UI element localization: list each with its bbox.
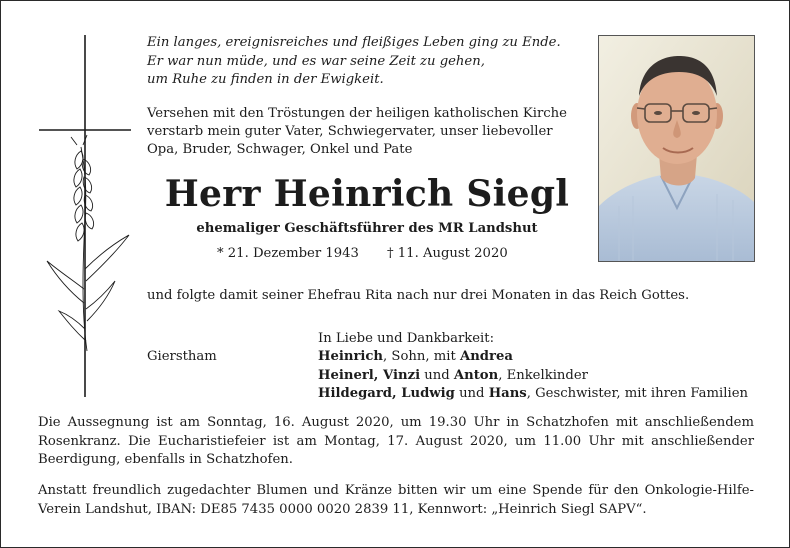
verse-line: um Ruhe zu finden in der Ewigkeit. [147, 72, 384, 87]
passage-text: und folgte damit seiner Ehefrau Rita nach nur drei Monaten in das Reich Gottes. [147, 288, 690, 303]
verse-line: Er war nun müde, und es war seine Zeit zu gehen, [147, 53, 485, 69]
announcement-line: Opa, Bruder, Schwager, Onkel und Pate [147, 142, 413, 157]
mourner-name: Heinerl, Vinzi [318, 367, 421, 383]
verse-line: Ein langes, ereignisreiches und fleißiges Leben ging zu Ende. [147, 35, 561, 50]
mourner-name: Heinrich [318, 349, 384, 364]
mourner-relation: , Sohn, mit [383, 349, 460, 364]
mourner-line [318, 367, 748, 386]
mourners-list [318, 348, 748, 404]
portrait-photo [598, 35, 755, 262]
wheat-icon [47, 135, 129, 351]
portrait-image [599, 36, 754, 261]
mourner-name: Hildegard, Ludwig [318, 386, 455, 401]
cross-icon [31, 29, 141, 401]
mourner-line [318, 385, 748, 404]
mourner-line [318, 348, 748, 367]
deceased-role: ehemaliger Geschäftsführer des MR Landshut [196, 221, 538, 236]
mourner-connector: und [420, 367, 454, 383]
announcement-line: verstarb mein guter Vater, Schwiegervater, unser liebevoller [147, 124, 553, 139]
verse [147, 34, 587, 90]
greeting: In Liebe und Dankbarkeit: [318, 331, 495, 346]
mourner-name: Anton [453, 367, 499, 383]
announcement-line: Versehen mit den Tröstungen der heiligen katholischen Kirche [147, 106, 567, 121]
death-announcement [147, 105, 587, 159]
funeral-details [38, 414, 754, 470]
mourner-relation: , Geschwister, mit ihren Familien [526, 386, 748, 401]
mourner-relation: , Enkelkinder [498, 367, 588, 383]
donation-request [38, 482, 754, 519]
birth-date: * 21. Dezember 1943 [217, 246, 359, 261]
mourner-name: Andrea [459, 349, 513, 364]
funeral-text: Die Aussegnung ist am Sonntag, 16. August 2020, um 19.30 Uhr in Schatzhofen mit anschließendem Rosenkranz. Die Eucharistiefeier ist am Montag, 17. August 2020, um 11.00 Uhr mit anschließender Beerdigung, ebenfalls in Schatzhofen. [38, 415, 754, 467]
mourner-connector: und [454, 386, 489, 401]
mourner-name: Hans [488, 386, 527, 401]
deceased-name: Herr Heinrich Siegl [164, 173, 570, 215]
death-date: † 11. August 2020 [387, 246, 508, 261]
place-name: Gierstham [147, 349, 217, 364]
donation-text: Anstatt freundlich zugedachter Blumen und Kränze bitten wir um eine Spende für den Onkologie-Hilfe-Verein Landshut, IBAN: DE85 7435 0000 0020 2839 11, Kennwort: „Heinrich Siegl SAPV“. [38, 483, 754, 517]
